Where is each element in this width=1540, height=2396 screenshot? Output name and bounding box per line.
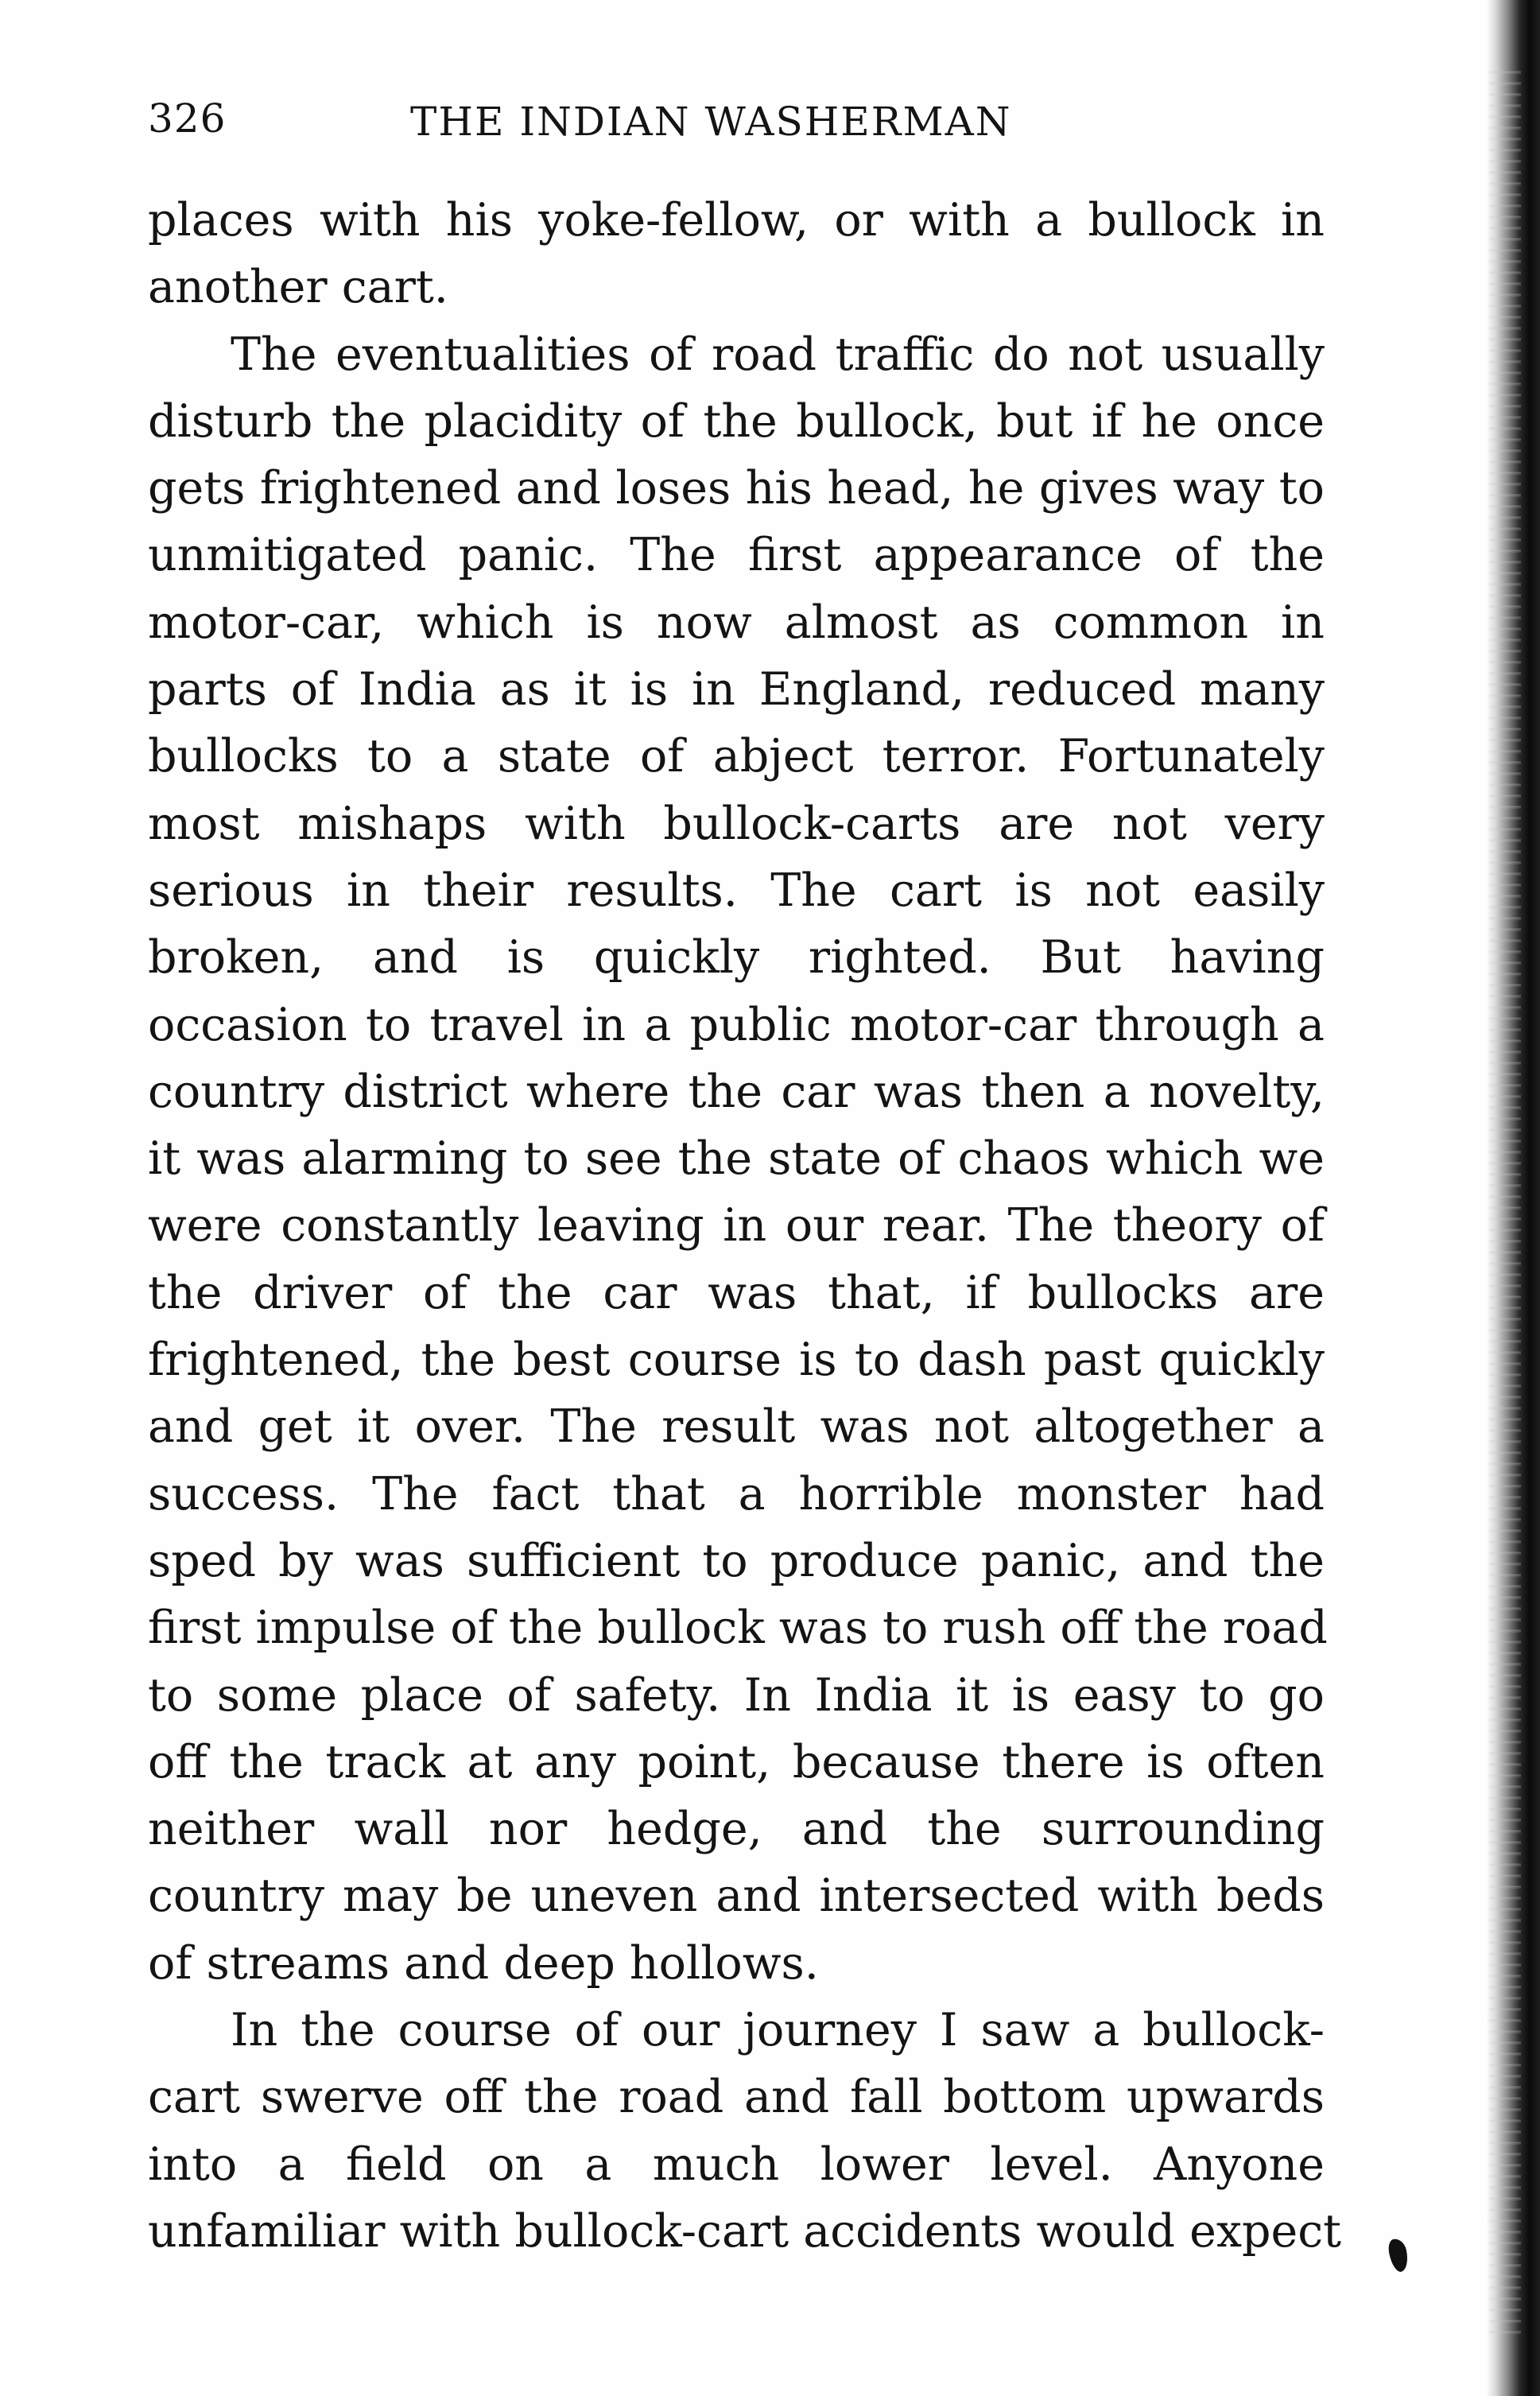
text-line: off the track at any point, because there is often — [148, 1735, 1325, 1788]
text-line: motor-car, which is now almost as common in — [148, 596, 1325, 649]
text-line: another cart. — [148, 261, 448, 314]
text-line: cart swerve off the road and fall bottom upwards — [148, 2071, 1325, 2124]
text-line: of streams and deep hollows. — [148, 1936, 819, 1990]
text-line: bullocks to a state of abject terror. Fortunately — [148, 730, 1325, 783]
text-line: unfamiliar with bullock-cart accidents would expect — [148, 2204, 1342, 2258]
text-line: In the course of our journey I saw a bullock- — [231, 2004, 1325, 2057]
text-line: country may be uneven and intersected with beds — [148, 1870, 1325, 1923]
body-text — [148, 187, 1342, 2265]
text-line: disturb the placidity of the bullock, but if he once — [148, 394, 1325, 448]
text-line: frightened, the best course is to dash past quickly — [148, 1334, 1325, 1387]
text-line: to some place of safety. In India it is easy to go — [148, 1668, 1325, 1722]
text-line: sped by was sufficient to produce panic, and the — [148, 1534, 1325, 1587]
text-line: it was alarming to see the state of chaos which we — [148, 1132, 1325, 1186]
text-line: success. The fact that a horrible monster had — [148, 1467, 1325, 1520]
text-line: parts of India as it is in England, reduced many — [148, 663, 1325, 716]
text-line: places with his yoke-fellow, or with a bullock in — [148, 194, 1325, 247]
text-line: into a field on a much lower level. Anyone — [148, 2138, 1325, 2191]
running-title: THE INDIAN WASHERMAN — [410, 99, 1012, 145]
text-line: broken, and is quickly righted. But having — [148, 931, 1325, 984]
text-line: country district where the car was then a novelty, — [148, 1065, 1325, 1118]
text-line: the driver of the car was that, if bullocks are — [148, 1266, 1325, 1319]
text-line: most mishaps with bullock-carts are not very — [148, 797, 1325, 850]
binding-texture — [1489, 64, 1521, 2338]
text-line: first impulse of the bullock was to rush off the road — [148, 1602, 1328, 1655]
text-line: occasion to travel in a public motor-car through a — [148, 998, 1325, 1051]
text-line: neither wall nor hedge, and the surrounding — [148, 1803, 1325, 1856]
page-header — [148, 89, 1325, 153]
ink-blot — [1387, 2237, 1410, 2274]
text-line: serious in their results. The cart is not easily — [148, 864, 1325, 917]
text-line: unmitigated panic. The first appearance of the — [148, 529, 1325, 582]
text-line: The eventualities of road traffic do not usually — [231, 328, 1325, 381]
page-number: 326 — [148, 95, 227, 142]
text-line: and get it over. The result was not altogether a — [148, 1400, 1325, 1454]
text-line: were constantly leaving in our rear. The theory of — [148, 1199, 1325, 1252]
text-line: gets frightened and loses his head, he gives way to — [148, 462, 1325, 515]
